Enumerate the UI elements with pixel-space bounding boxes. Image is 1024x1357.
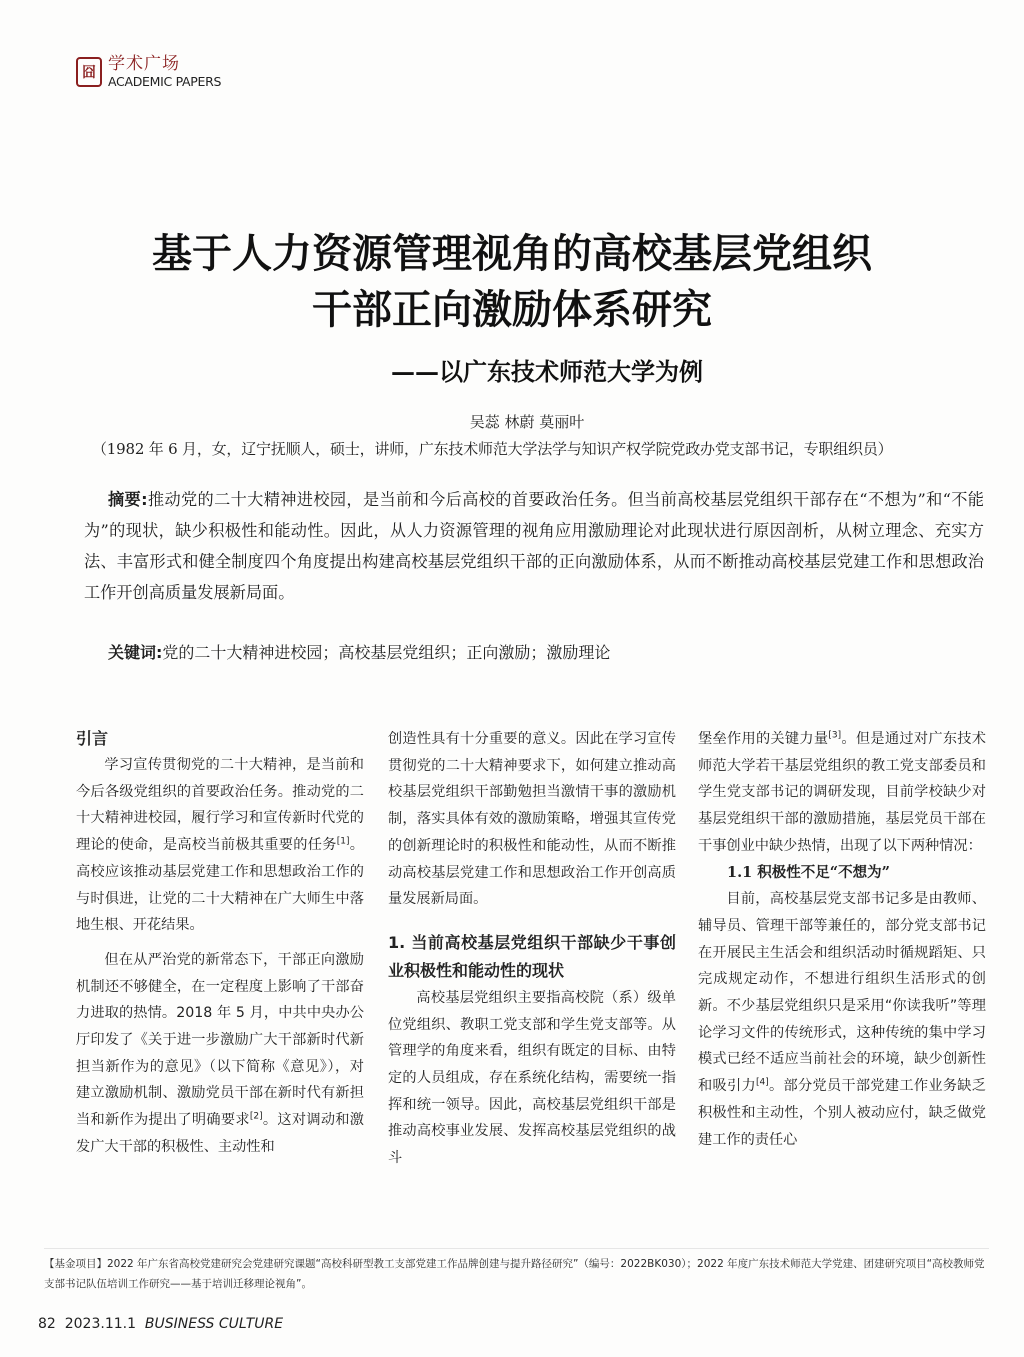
intro-heading: 引言: [76, 729, 109, 748]
paragraph-text: 堡垒作用的关键力量: [698, 731, 829, 747]
page-number: 82: [38, 1316, 56, 1332]
page-footer: [38, 1316, 283, 1332]
paragraph: [698, 726, 986, 860]
reference-1[interactable]: [1]: [336, 836, 350, 847]
paragraph: 创造性具有十分重要的意义。因此在学习宣传贯彻党的二十大精神要求下，如何建立推动高校基层党组织干部勤勉担当激情干事的激励机制，落实具体有效的激励策略，增强其宣传党的创新理论时的积极性和能动性，从而不断推动高校基层党建工作和思想政治工作开创高质量发展新局面。: [388, 731, 676, 908]
body-column-3: [698, 726, 986, 1153]
section-label-en: ACADEMIC PAPERS: [108, 73, 222, 89]
issue-date: 2023.11.1: [64, 1316, 136, 1332]
section-1-1-heading: 1.1 积极性不足“不想为”: [727, 863, 890, 881]
article-title-line-2: 干部正向激励体系研究: [312, 286, 712, 333]
article-subtitle: ——以广东技术师范大学为例: [391, 357, 703, 386]
body-column-2: [388, 726, 676, 1172]
paragraph-text: 但在从严治党的新常态下，干部正向激励机制还不够健全，在一定程度上影响了干部奋力进取的热情。2018 年 5 月，中共中央办公厅印发了《关于进一步激励广大干部新时代新担当新作为的意见》（以下简称《意见》），对建立激励机制、激励党员干部在新时代有新担当和新作为提出了明确要求: [76, 951, 364, 1129]
paragraph: [76, 947, 364, 1161]
section-label: [108, 53, 222, 89]
section-1-heading: 1. 当前高校基层党组织干部缺少干事创业积极性和能动性的现状: [388, 932, 676, 980]
footnote-label: 【基金项目】: [44, 1258, 107, 1270]
paragraph: 高校基层党组织主要指高校院（系）级单位党组织、教职工党支部和学生党支部等。从管理学的角度来看，组织有既定的目标、由特定的人员组成，存在系统化结构，需要统一指挥和统一领导。因此，高校基层党组织干部是推动高校事业发展、发挥高校基层党组织的战斗: [388, 989, 676, 1167]
paragraph-text: 目前，高校基层党支部书记多是由教师、辅导员、管理干部等兼任的，部分党支部书记在开展民主生活会和组织活动时循规蹈矩、只完成规定动作，不想进行组织生活形式的创新。不少基层党组织只是采用“你读我听”等理论学习文件的传统形式，这种传统的集中学习模式已经不适应当前社会的环境，缺少创新性和吸引力: [698, 891, 986, 1095]
footnote-text: 2022 年广东省高校党建研究会党建研究课题“高校科研型教工支部党建工作品牌创建与提升路径研究”（编号：2022BK030）；2022 年度广东技术师范大学党建、团建研究项目“高校教师党支部书记队伍培训工作研究——基于培训迁移理论视角”。: [44, 1258, 985, 1290]
abstract-text: 推动党的二十大精神进校园，是当前和今后高校的首要政治任务。但当前高校基层党组织干部存在“不想为”和“不能为”的现状，缺少积极性和能动性。因此，从人力资源管理的视角应用激励理论对此现状进行原因剖析，从树立理念、充实方法、丰富形式和健全制度四个角度提出构建高校基层党组织干部的正向激励体系，从而不断推动高校基层党建工作和思想政治工作开创高质量发展新局面。: [84, 490, 984, 602]
paragraph: [76, 752, 364, 939]
reference-2[interactable]: [2]: [249, 1111, 263, 1122]
abstract: [84, 484, 984, 608]
paragraph-text: 。但是通过对广东技术师范大学若干基层党组织的教工党支部委员和学生党支部书记的调研发现，目前学校缺少对基层党组织干部的激励措施，基层党员干部在干事创业中缺少热情，出现了以下两种情况：: [698, 731, 986, 854]
authors: 吴蕊 林蔚 莫丽叶: [469, 413, 585, 431]
section-logo: [76, 52, 221, 92]
reference-4[interactable]: [4]: [755, 1077, 769, 1088]
author-info: （1982 年 6 月，女，辽宁抚顺人，硕士，讲师，广东技术师范大学法学与知识产权学院党政办党支部书记，专职组织员）: [92, 440, 893, 458]
abstract-label: 摘要:: [108, 490, 148, 509]
article-title-line-1: 基于人力资源管理视角的高校基层党组织: [152, 230, 872, 277]
keywords-text: 党的二十大精神进校园；高校基层党组织；正向激励；激励理论: [162, 643, 611, 662]
body-column-1: [76, 726, 364, 1161]
paragraph-text: 。部分党员干部党建工作业务缺乏积极性和主动性，个别人被动应付，缺乏做党建工作的责任心: [698, 1078, 986, 1148]
paragraph-text: 学习宣传贯彻党的二十大精神，是当前和今后各级党组织的首要政治任务。推动党的二十大精神进校园，履行学习和宣传新时代党的理论的使命，是高校当前极其重要的任务: [76, 757, 364, 854]
paragraph: [698, 886, 986, 1153]
funding-footnote: [44, 1254, 989, 1294]
paragraph-text: 。高校应该推动基层党建工作和思想政治工作的与时俱进，让党的二十大精神在广大师生中落地生根、开花结果。: [76, 837, 364, 934]
footnote-divider: [44, 1248, 989, 1249]
seal-logo-icon: 囧: [76, 57, 102, 87]
journal-name: BUSINESS CULTURE: [144, 1316, 284, 1332]
keywords-label: 关键词:: [108, 643, 163, 662]
paragraph-text: 。这对调动和激发广大干部的积极性、主动性和: [76, 1112, 364, 1155]
keywords: [108, 640, 610, 663]
section-label-cn: 学术广场: [108, 53, 180, 74]
reference-3[interactable]: [3]: [828, 730, 842, 741]
